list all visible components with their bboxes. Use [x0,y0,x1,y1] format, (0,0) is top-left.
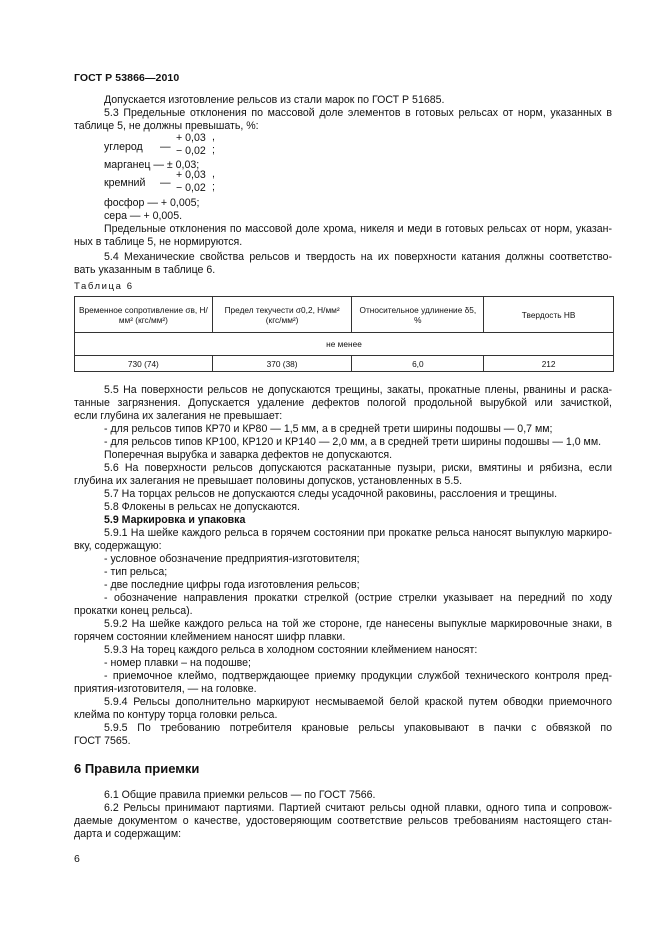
carbon-upper-separator: , [212,131,215,143]
table-header-cell: Временное сопротивление σв, Н/мм² (кгс/мм²) [75,297,213,333]
paragraph-line: 6.2 Рельсы принимают партиями. Партией считают рельсы одной плавки, одного типа и сопровож- [104,802,612,814]
paragraph-line: таблице 5, не должны превышать, %: [74,120,259,132]
silicon-upper-separator: , [212,168,215,180]
list-item: - обозначение направления прокатки стрелкой (острие стрелки указывает на передний по ходу [104,592,612,604]
paragraph-line: 5.7 На торцах рельсов не допускаются следы усадочной раковины, расслоения и трещины. [104,488,558,500]
paragraph-line: 5.9.5 По требованию потребителя крановые рельсы упаковывают в пачки с обвязкой по [104,722,612,734]
table-cell: 730 (74) [75,356,213,372]
element-silicon-label: кремний [104,177,146,189]
list-item: - тип рельса; [104,566,168,578]
table-header-cell: Относительное удлинение δ5, % [352,297,484,333]
silicon-lower-separator: ; [212,181,215,193]
element-manganese-line: марганец — ± 0,03; [104,159,200,171]
carbon-upper-tolerance: + 0,03 [176,132,206,144]
paragraph-line: 5.9.2 На шейке каждого рельса на той же стороне, где нанесены выпуклые маркировочные знаки, в [104,618,612,630]
page-number: 6 [74,853,80,865]
paragraph-line: клейма по контуру торца головки рельса. [74,709,278,721]
list-item: - две последние цифры года изготовления рельсов; [104,579,360,591]
table-header-cell: Предел текучести σ0,2, Н/мм² (кгс/мм²) [212,297,352,333]
paragraph-line: дарта и содержащим: [74,828,182,840]
paragraph-line: глубина их залегания не превышает половины допусков, установленных в 5.5. [74,475,463,487]
table-header-cell: Твердость НВ [484,297,614,333]
carbon-dash: — [160,141,171,153]
paragraph-line: танные загрязнения. Допускается удаление дефектов пологой продольной вырубкой или зачисткой, [74,397,612,409]
subsection-heading: 5.9 Маркировка и упаковка [104,514,246,526]
paragraph-line: Предельные отклонения по массовой доле хрома, никеля и меди в готовых рельсах от норм, указан- [104,223,612,235]
paragraph-line: приятия-изготовителя, — на головке. [74,683,257,695]
paragraph-line: 5.5 На поверхности рельсов не допускаются трещины, закаты, прокатные плены, рванины и раска- [104,384,612,396]
paragraph-line: даемые документом о качестве, удостоверяющим соответствие рельсов требованиям настоящего стан- [74,815,612,827]
list-item: - для рельсов типов КР100, КР120 и КР140 — 2,0 мм, а в средней трети ширины подошвы — 1,0 мм. [104,436,602,448]
list-item: - для рельсов типов КР70 и КР80 — 1,5 мм, а в средней трети ширины подошвы — 0,7 мм; [104,423,553,435]
table-cell: 370 (38) [212,356,352,372]
element-carbon-label: углерод [104,141,143,153]
list-item: - номер плавки – на подошве; [104,657,251,669]
element-phosphorus-line: фосфор — + 0,005; [104,197,200,209]
paragraph-line: 5.4 Механические свойства рельсов и твердость на их поверхности катания должны соответство- [104,251,612,263]
paragraph-line: ГОСТ 7565. [74,735,131,747]
paragraph-line: 6.1 Общие правила приемки рельсов — по ГОСТ 7566. [104,789,376,801]
table-cell: 212 [484,356,614,372]
carbon-lower-tolerance: − 0,02 [176,145,206,157]
paragraph-line: горячем состоянии клеймением наносят шифр плавки. [74,631,346,643]
silicon-dash: — [160,177,171,189]
paragraph-line: 5.9.4 Рельсы дополнительно маркируют несмываемой белой краской путем обводки приемочного [104,696,612,708]
table-6 [74,296,614,372]
paragraph-line: вку, содержащую: [74,540,162,552]
paragraph-line: 5.9.1 На шейке каждого рельса в горячем состоянии при прокатке рельса наносят выпуклую маркиро- [104,527,612,539]
paragraph-line: 5.6 На поверхности рельсов допускаются раскатанные пузыри, риски, вмятины и рябизна, если [104,462,612,474]
document-header-code: ГОСТ Р 53866—2010 [74,72,180,84]
element-sulfur-line: сера — + 0,005. [104,210,183,222]
paragraph-line: 5.9.3 На торец каждого рельса в холодном состоянии клеймением наносят: [104,644,478,656]
paragraph-line: вать указанным в таблице 6. [74,264,216,276]
paragraph-line: прокатки конец рельса). [74,605,193,617]
table-subheader: не менее [75,333,614,356]
paragraph-line: если глубина их залегания не превышает: [74,410,283,422]
silicon-upper-tolerance: + 0,03 [176,169,206,181]
paragraph-line: Допускается изготовление рельсов из стали марок по ГОСТ Р 51685. [104,94,445,106]
paragraph-line: ных в таблице 5, не нормируются. [74,236,243,248]
list-item: - приемочное клеймо, подтверждающее приемку продукции службой технического контроля пред- [104,670,612,682]
table-cell: 6,0 [352,356,484,372]
paragraph-line: Поперечная вырубка и заварка дефектов не допускаются. [104,449,393,461]
list-item: - условное обозначение предприятия-изготовителя; [104,553,360,565]
section-heading: 6 Правила приемки [74,761,200,776]
paragraph-line: 5.3 Предельные отклонения по массовой доле элементов в готовых рельсах от норм, указанных в [104,107,612,119]
carbon-lower-separator: ; [212,144,215,156]
table-caption: Таблица 6 [74,281,134,292]
silicon-lower-tolerance: − 0,02 [176,182,206,194]
paragraph-line: 5.8 Флокены в рельсах не допускаются. [104,501,300,513]
